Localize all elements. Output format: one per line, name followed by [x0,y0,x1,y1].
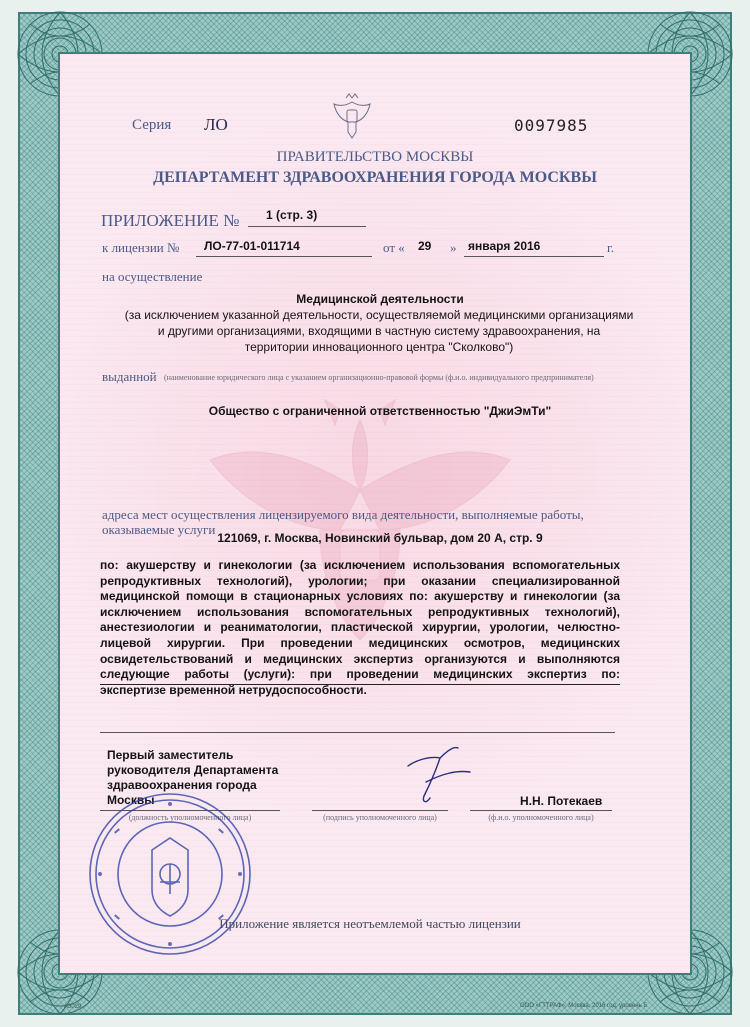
name-underline [470,810,612,811]
series-label: Серия [132,117,172,133]
footer-right-code: ООО «ГТТРАФ», Москва, 2016 год, уровень Б [520,1003,648,1009]
activity-note-line-2: и другими организациями, входящими в частную систему здравоохранения, на [157,324,601,338]
license-label: к лицензии № [102,240,180,255]
signatory-position-line: Москвы [107,793,155,807]
signatory-position-line: руководителя Департамента [107,763,279,777]
company-name: Общество с ограниченной ответственностью "ДжиЭмТи" [208,404,552,418]
appendix-underline [248,226,366,227]
caption-position: (должность уполномоченного лица) [128,813,252,822]
activity-note-line-1: (за исключением указанной деятельности, осуществляемой медицинскими организациями [124,308,634,322]
services-end-rule [100,684,620,685]
services-blank-rule [100,732,615,733]
date-day: 29 [418,239,432,253]
caption-signature: (подпись уполномоченного лица) [323,813,437,822]
services-line: медицинской помощи в стационарных условиях по: акушерству и гинекологии (за [100,589,620,604]
services-line: репродуктивных технологий), урологии; при оказании специализированной [100,573,620,588]
issued-label: выданной [102,369,157,384]
date-close-quote: » [450,240,457,255]
services-line: по: акушерству и гинекологии (за исключением использования вспомогательных [100,558,620,572]
issued-hint: (наименование юридического лица с указанием организационно-правовой формы (ф.и.о. индивидуального предпринимателя) [164,373,594,382]
services-line: исключением использования вспомогательных репродуктивных технологий), [100,604,620,619]
signatory-position-line: здравоохранения города [107,778,257,792]
activity-label: на осуществление [102,269,203,284]
services-line: освидетельствований и медицинских экспертиз организуются и выполняются [100,651,620,666]
org-line-2: ДЕПАРТАМЕНТ ЗДРАВООХРАНЕНИЯ ГОРОДА МОСКВЫ [153,169,597,186]
form-number: 0097985 [514,116,589,135]
activity-title: Медицинской деятельности [296,292,464,306]
services-line: следующие работы (услуги): при проведении медицинских экспертиз по: [100,667,620,682]
caption-name: (ф.и.о. уполномоченного лица) [488,813,594,822]
official-seal-icon [86,790,254,958]
date-from-label: от « [383,240,405,255]
appendix-label: ПРИЛОЖЕНИЕ № [101,211,240,230]
signatory-name: Н.Н. Потекаев [520,794,603,808]
services-line: лицевой хирургии. При проведении медицинских осмотров, медицинских [100,635,620,650]
date-underline [464,256,604,257]
services-line: анестезиологии и реаниматологии, пластической хирургии, урологии, челюстно- [100,620,620,635]
address-value: 121069, г. Москва, Новинский бульвар, дом 20 А, стр. 9 [217,531,543,545]
org-line-1: ПРАВИТЕЛЬСТВО МОСКВЫ [276,149,474,165]
year-suffix: г. [607,240,615,255]
services-line: экспертизе временной нетрудоспособности. [100,682,367,697]
handwritten-signature-icon [396,736,486,814]
footer-note: Приложение является неотъемлемой частью лицензии [219,916,521,931]
address-label-line-2: оказываемые услуги [102,522,216,537]
footer-left-code: А3029 [64,1004,82,1010]
license-underline [196,256,372,257]
address-label-line-1: адреса мест осуществления лицензируемого вида деятельности, выполняемые работы, [102,507,584,522]
series-value: ЛО [204,115,228,134]
russian-coat-of-arms-icon [332,92,372,140]
date-month-year: января 2016 [468,239,541,253]
license-number: ЛО-77-01-011714 [204,239,300,253]
services-block [100,558,620,698]
signatory-position-line: Первый заместитель [107,748,234,762]
appendix-value: 1 (стр. 3) [266,208,318,222]
activity-note-line-3: территории инновационного центра "Сколково") [244,340,514,354]
